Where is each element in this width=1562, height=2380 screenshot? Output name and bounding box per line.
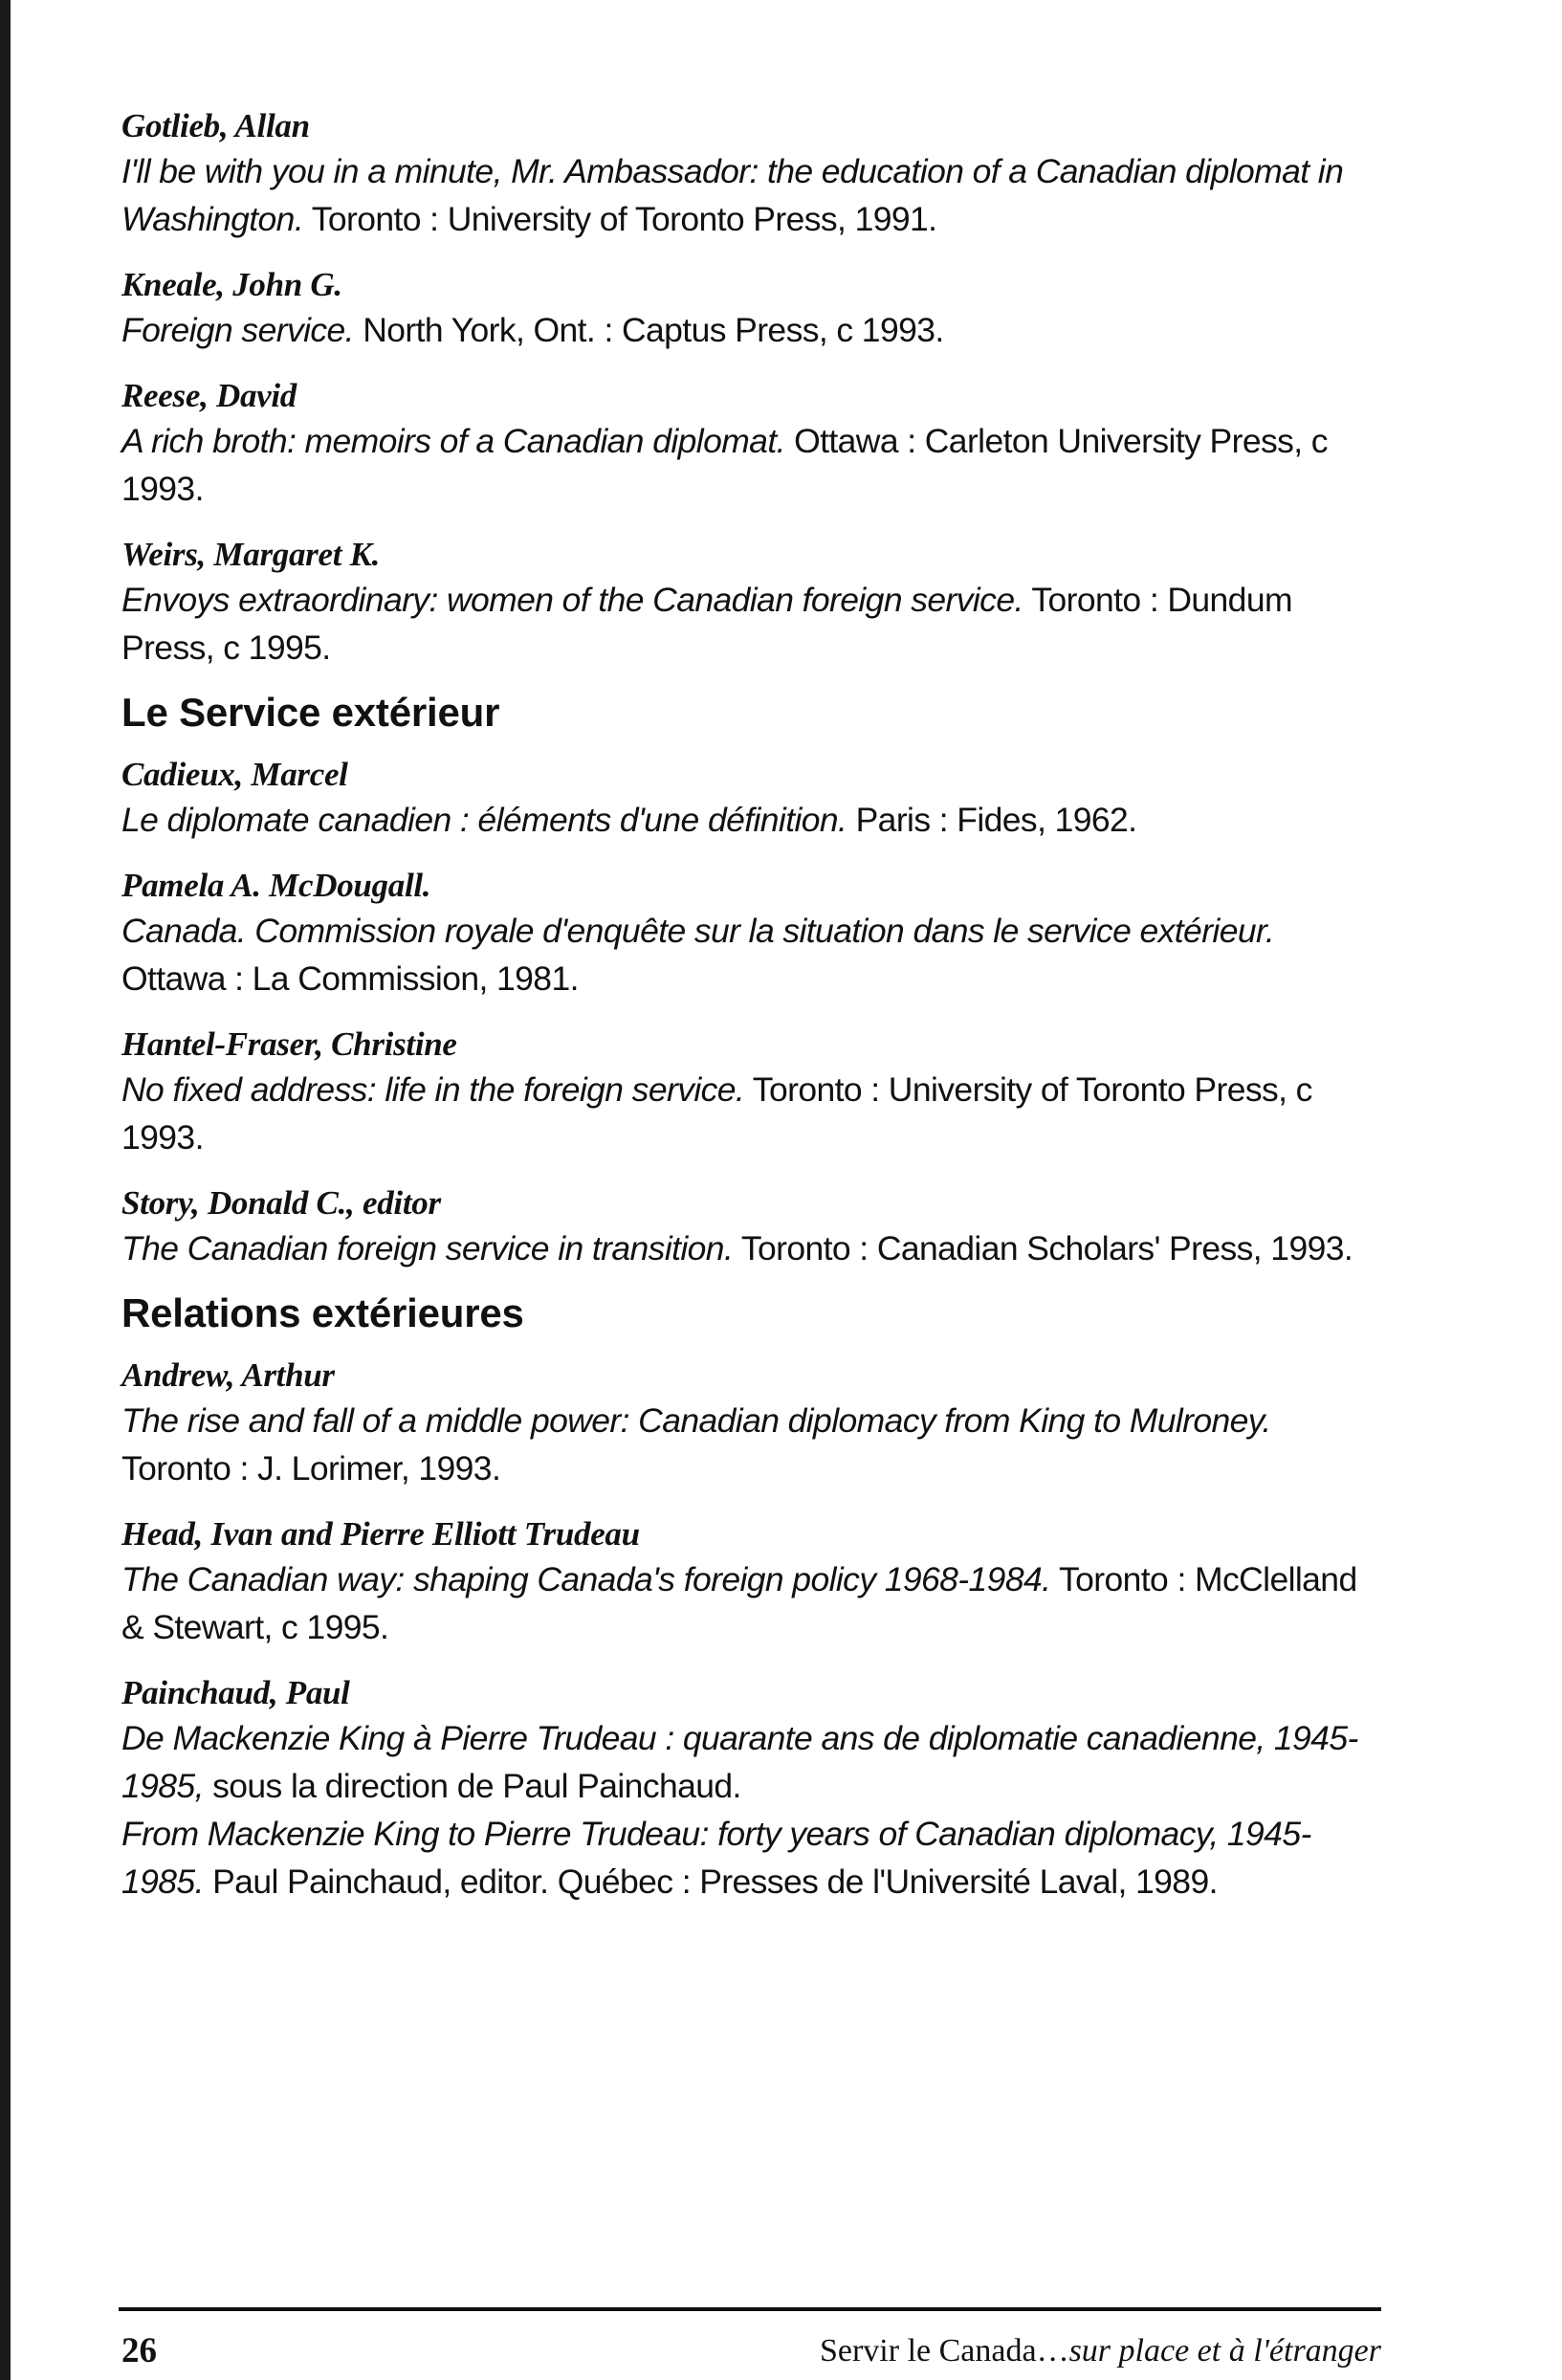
- entry-citation: [121, 1224, 1365, 1272]
- bibliography-entry: [121, 105, 1365, 243]
- section-heading: Le Service extérieur: [121, 690, 500, 735]
- entry-publication: sous la direction de Paul Painchaud.: [203, 1767, 741, 1805]
- entry-publication: Paris : Fides, 1962.: [847, 801, 1137, 839]
- entry-citation: [121, 907, 1365, 1003]
- entry-author: Painchaud, Paul: [121, 1674, 350, 1711]
- bibliography-entry: [121, 865, 1365, 1003]
- entry-title: Canada. Commission royale d'enquête sur la situation dans le service extérieur.: [121, 912, 1275, 950]
- entry-author: Weirs, Margaret K.: [121, 536, 381, 573]
- entry-publication: Ottawa : Carleton University Press, c 1993.: [121, 422, 1328, 508]
- footer-rule: [119, 2307, 1381, 2311]
- bibliography-entry: [121, 1355, 1365, 1492]
- running-footer-subtitle: sur place et à l'étranger: [1068, 2333, 1381, 2369]
- entry-translated-title: From Mackenzie King to Pierre Trudeau: forty years of Canadian diplomacy, 1945-1985.: [121, 1815, 1311, 1901]
- entry-publication: Toronto : McClelland & Stewart, c 1995.: [121, 1560, 1357, 1646]
- bibliography-section: [121, 105, 1365, 672]
- bibliography-entry: [121, 1182, 1365, 1272]
- entry-citation: [121, 796, 1365, 844]
- entry-citation-translation: [121, 1810, 1365, 1906]
- entry-publication: Toronto : University of Toronto Press, c 1993.: [121, 1070, 1312, 1157]
- entry-author: Story, Donald C., editor: [121, 1184, 441, 1222]
- entry-citation: [121, 576, 1365, 672]
- page-number: 26: [121, 2331, 157, 2370]
- bibliography-entry: [121, 534, 1365, 672]
- entry-author: Pamela A. McDougall.: [121, 867, 431, 904]
- entry-translated-publication: Paul Painchaud, editor. Québec : Presses de l'Université Laval, 1989.: [203, 1862, 1218, 1901]
- bibliography-entry: [121, 754, 1365, 844]
- entry-publication: Toronto : University of Toronto Press, 1991.: [303, 200, 937, 238]
- bibliography-entry: [121, 1024, 1365, 1161]
- running-footer-title: Servir le Canada…: [819, 2333, 1069, 2369]
- entry-author: Cadieux, Marcel: [121, 756, 348, 793]
- entry-citation: [121, 147, 1365, 243]
- section-heading: Relations extérieures: [121, 1290, 524, 1335]
- entry-title: I'll be with you in a minute, Mr. Ambassador: the education of a Canadian diplomat in Washington.: [121, 152, 1344, 238]
- entry-title: A rich broth: memoirs of a Canadian diplomat.: [121, 422, 785, 460]
- entry-citation: [121, 1555, 1365, 1651]
- entry-citation: [121, 306, 1365, 354]
- entry-author: Andrew, Arthur: [121, 1356, 335, 1394]
- entry-title: Le diplomate canadien : éléments d'une définition.: [121, 801, 847, 839]
- entry-citation: [121, 1066, 1365, 1161]
- entry-title: No fixed address: life in the foreign service.: [121, 1070, 745, 1109]
- entry-citation: [121, 1397, 1365, 1492]
- running-footer: [820, 2330, 1381, 2372]
- entry-publication: Ottawa : La Commission, 1981.: [121, 959, 579, 998]
- scan-left-edge: [0, 0, 11, 2380]
- entry-title: Foreign service.: [121, 311, 354, 349]
- entry-title: The rise and fall of a middle power: Canadian diplomacy from King to Mulroney.: [121, 1401, 1271, 1440]
- entry-title: The Canadian way: shaping Canada's foreign policy 1968-1984.: [121, 1560, 1051, 1598]
- bibliography-entry: [121, 1672, 1365, 1906]
- entry-title: The Canadian foreign service in transition.: [121, 1229, 734, 1267]
- entry-author: Hantel-Fraser, Christine: [121, 1025, 457, 1063]
- bibliography-section: [121, 687, 1365, 1272]
- entry-author: Head, Ivan and Pierre Elliott Trudeau: [121, 1515, 640, 1553]
- entry-title: Envoys extraordinary: women of the Canadian foreign service.: [121, 581, 1023, 619]
- entry-author: Kneale, John G.: [121, 266, 342, 303]
- entry-author: Gotlieb, Allan: [121, 107, 310, 144]
- bibliography-section: [121, 1288, 1365, 1906]
- entry-citation: [121, 1714, 1365, 1810]
- entry-publication: Toronto : J. Lorimer, 1993.: [121, 1449, 501, 1488]
- entry-author: Reese, David: [121, 377, 297, 414]
- entry-publication: North York, Ont. : Captus Press, c 1993.: [353, 311, 944, 349]
- bibliography-content: [121, 105, 1365, 1927]
- entry-publication: Toronto : Canadian Scholars' Press, 1993.: [733, 1229, 1353, 1267]
- bibliography-entry: [121, 264, 1365, 354]
- bibliography-entry: [121, 375, 1365, 513]
- entry-publication: Toronto : Dundum Press, c 1995.: [121, 581, 1292, 667]
- entry-title: De Mackenzie King à Pierre Trudeau : quarante ans de diplomatie canadienne, 1945-1985,: [121, 1719, 1358, 1805]
- bibliography-entry: [121, 1513, 1365, 1651]
- entry-citation: [121, 417, 1365, 513]
